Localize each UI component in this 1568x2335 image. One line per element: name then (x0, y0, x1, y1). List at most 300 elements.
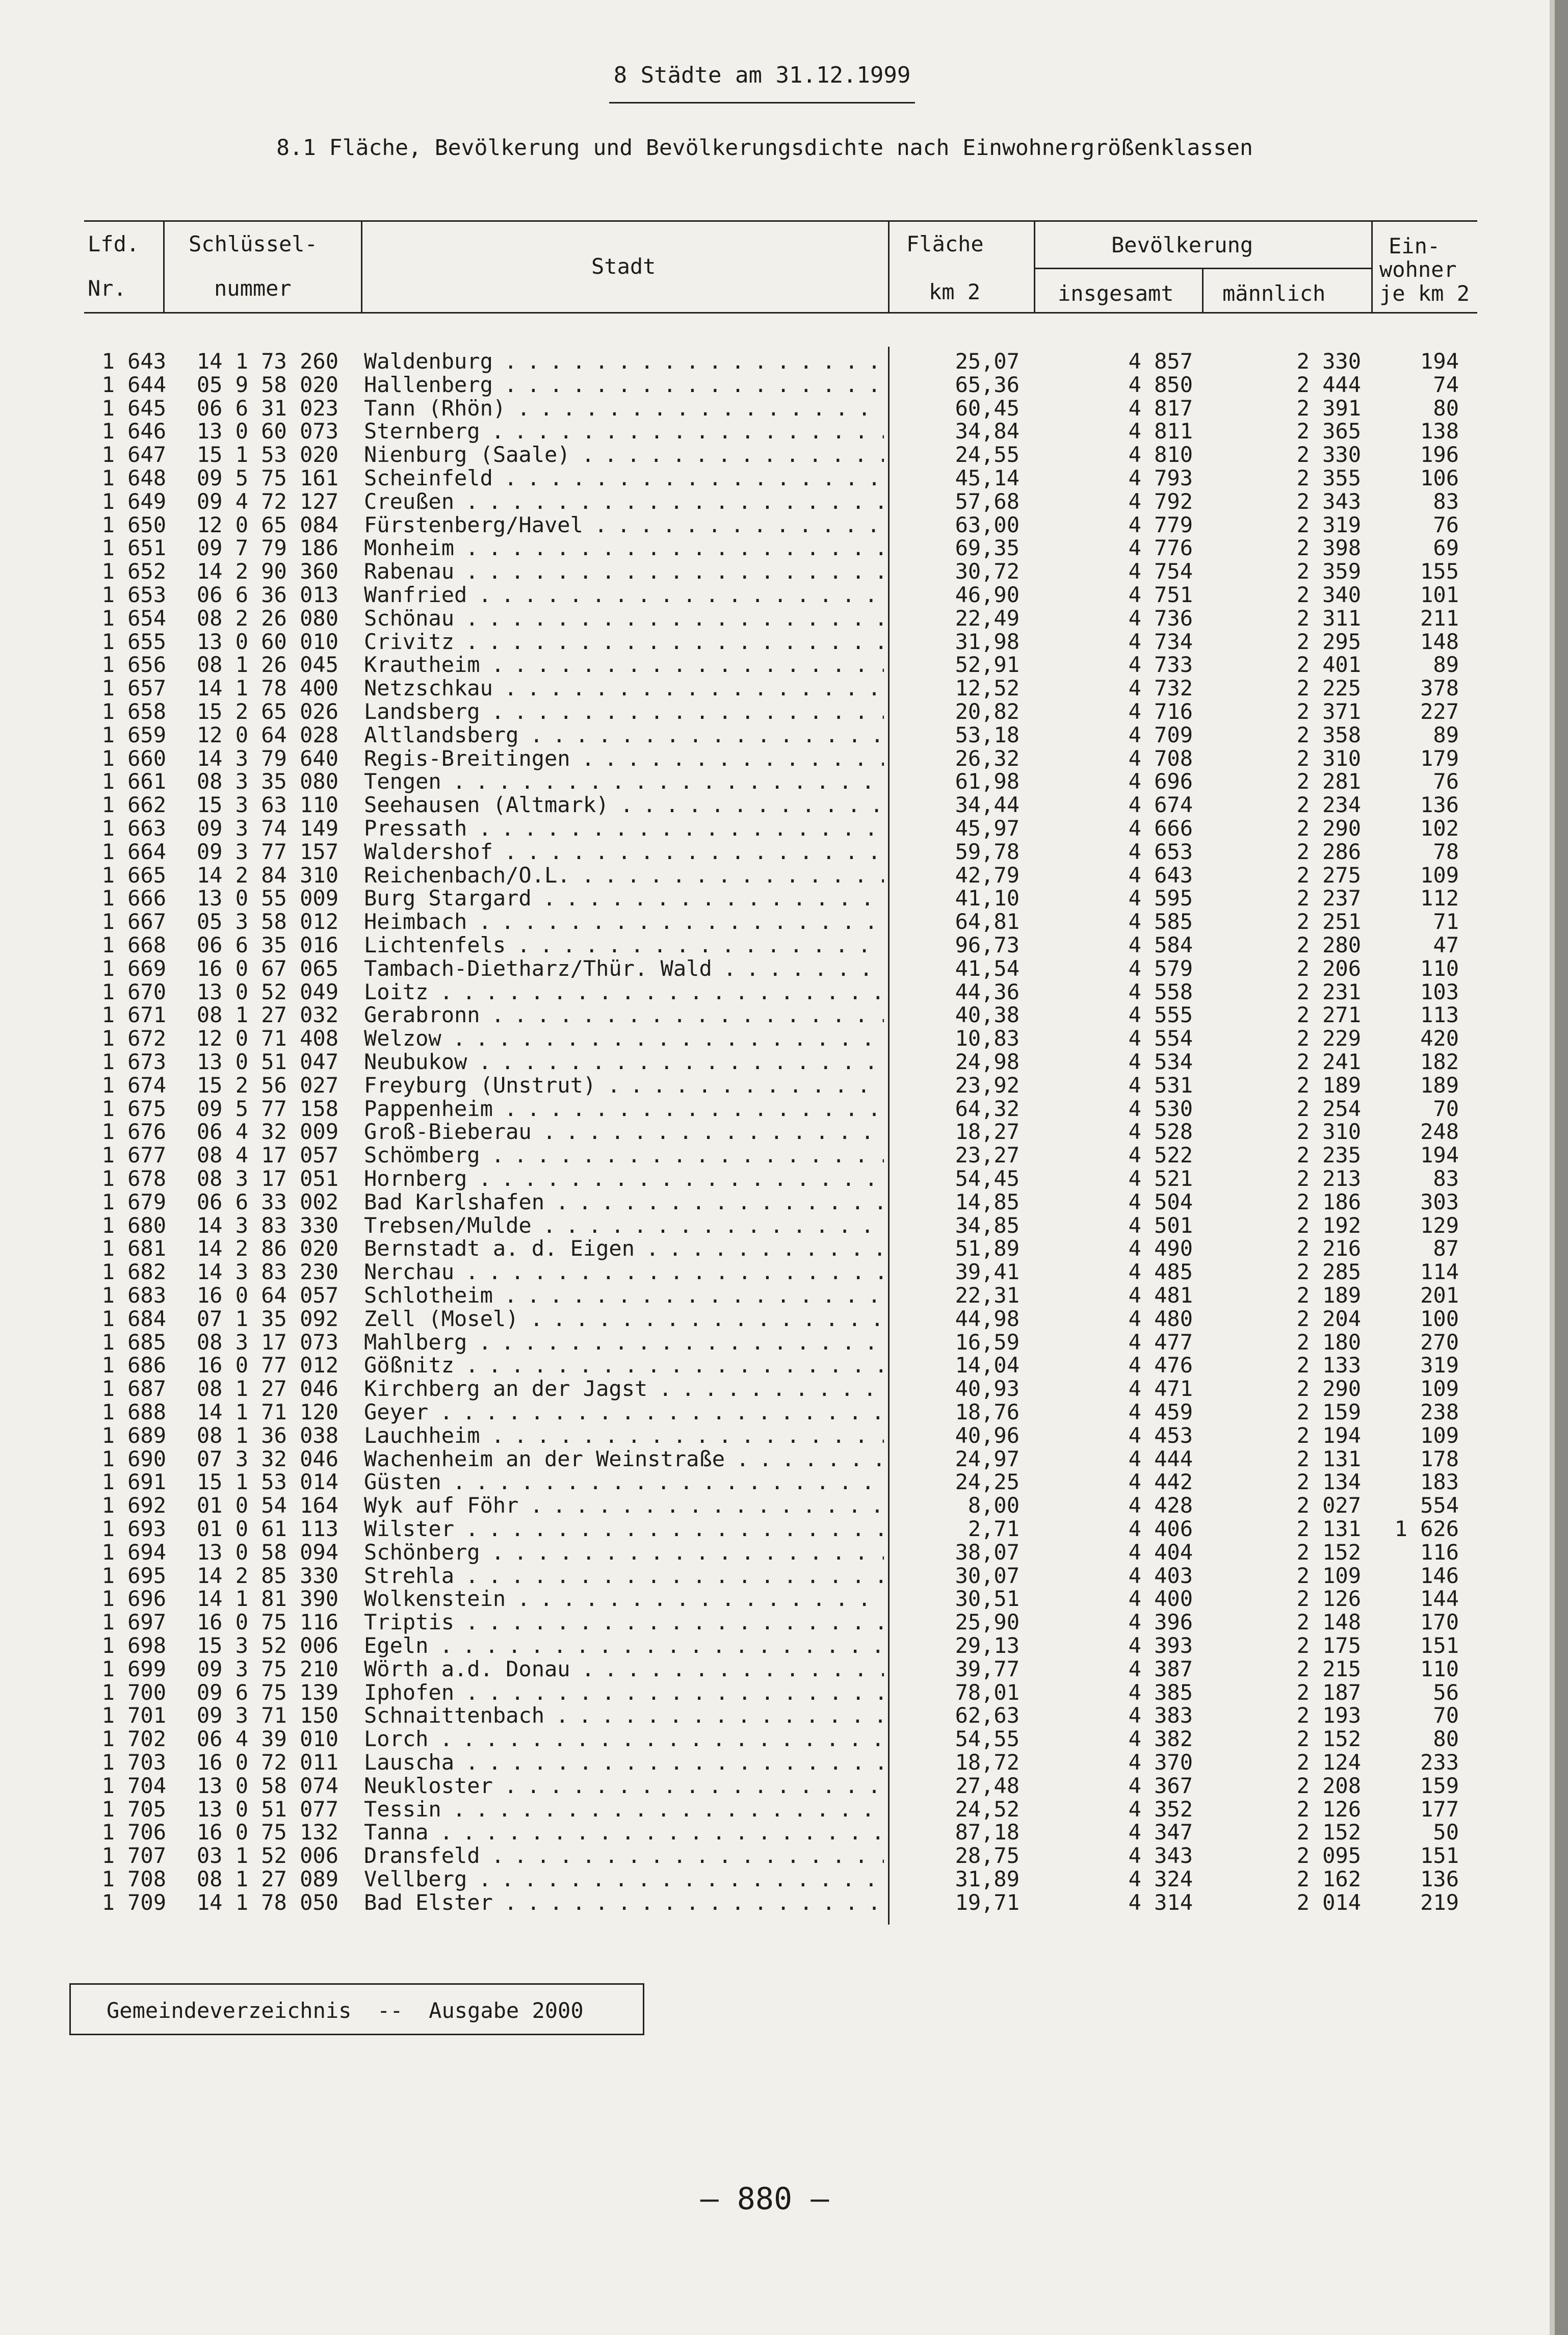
flaeche-cell: 19,71 (955, 1889, 1020, 1915)
population-cell: 4 383 (1128, 1703, 1193, 1728)
key-cell: 12 0 71 408 (196, 1026, 338, 1051)
stadt-cell: Wörth a.d. Donau . . . (364, 1657, 884, 1681)
male-population-cell: 2 280 (1296, 932, 1361, 957)
table-row (0, 840, 1529, 864)
stadt-cell: Wanfried . . . (364, 583, 884, 607)
density-cell: 116 (1420, 1539, 1459, 1565)
population-cell: 4 585 (1128, 909, 1193, 935)
lfd-cell: 1 680 (101, 1212, 166, 1238)
stadt-cell: Hornberg . . . (364, 1167, 884, 1190)
table-row (0, 1517, 1529, 1541)
population-cell: 4 558 (1128, 979, 1193, 1004)
population-cell: 4 530 (1128, 1096, 1193, 1121)
lfd-cell: 1 668 (101, 932, 166, 957)
page-shadow (1550, 0, 1555, 2335)
table-row (0, 1634, 1529, 1657)
lfd-cell: 1 666 (101, 886, 166, 911)
flaeche-cell: 14,04 (955, 1353, 1020, 1378)
flaeche-cell: 24,25 (955, 1469, 1020, 1495)
table-row (0, 583, 1529, 607)
density-cell: 319 (1420, 1353, 1459, 1378)
male-population-cell: 2 365 (1296, 419, 1361, 444)
population-cell: 4 850 (1128, 372, 1193, 397)
stadt-cell: Wyk auf Föhr . . . (364, 1494, 884, 1517)
flaeche-cell: 2,71 (968, 1516, 1020, 1541)
density-cell: 151 (1420, 1633, 1459, 1658)
population-cell: 4 534 (1128, 1049, 1193, 1074)
table-row (0, 1821, 1529, 1844)
stadt-cell: Nerchau . . . (364, 1260, 884, 1284)
lfd-cell: 1 663 (101, 816, 166, 841)
header-je-km2: je km 2 (1379, 281, 1470, 306)
density-cell: 70 (1433, 1096, 1459, 1121)
population-cell: 4 403 (1128, 1563, 1193, 1588)
male-population-cell: 2 131 (1296, 1516, 1361, 1541)
key-cell: 13 0 60 010 (196, 629, 338, 654)
table-row (0, 1727, 1529, 1751)
population-cell: 4 343 (1128, 1843, 1193, 1869)
population-cell: 4 716 (1128, 699, 1193, 724)
male-population-cell: 2 271 (1296, 1002, 1361, 1028)
header-divider (163, 220, 165, 314)
population-cell: 4 754 (1128, 559, 1193, 584)
flaeche-cell: 44,36 (955, 979, 1020, 1004)
key-cell: 14 3 79 640 (196, 745, 338, 771)
table-row (0, 887, 1529, 910)
flaeche-cell: 28,75 (955, 1843, 1020, 1869)
flaeche-cell: 42,79 (955, 862, 1020, 888)
male-population-cell: 2 285 (1296, 1259, 1361, 1285)
density-cell: 211 (1420, 605, 1459, 631)
table-row (0, 1587, 1529, 1611)
flaeche-cell: 45,97 (955, 816, 1020, 841)
stadt-cell: Strehla . . . (364, 1564, 884, 1588)
lfd-cell: 1 702 (101, 1726, 166, 1752)
population-cell: 4 501 (1128, 1212, 1193, 1238)
key-cell: 16 0 64 057 (196, 1283, 338, 1308)
key-cell: 13 0 55 009 (196, 886, 338, 911)
stadt-cell: Gerabronn . . . (364, 1003, 884, 1027)
male-population-cell: 2 180 (1296, 1329, 1361, 1355)
table-row (0, 1260, 1529, 1284)
table-row (0, 1424, 1529, 1447)
flaeche-cell: 69,35 (955, 535, 1020, 561)
male-population-cell: 2 189 (1296, 1283, 1361, 1308)
stadt-cell: Tessin . . . (364, 1798, 884, 1821)
flaeche-cell: 26,32 (955, 745, 1020, 771)
table-row (0, 1774, 1529, 1798)
male-population-cell: 2 014 (1296, 1889, 1361, 1915)
population-cell: 4 531 (1128, 1072, 1193, 1098)
header-bottom-rule (84, 312, 1477, 314)
flaeche-cell: 25,07 (955, 349, 1020, 374)
table-row (0, 1120, 1529, 1144)
population-cell: 4 736 (1128, 605, 1193, 631)
stadt-cell: Loitz . . . (364, 980, 884, 1004)
table-row (0, 1541, 1529, 1564)
flaeche-cell: 23,27 (955, 1143, 1020, 1168)
key-cell: 14 2 85 330 (196, 1563, 338, 1588)
table-row (0, 1611, 1529, 1634)
population-cell: 4 477 (1128, 1329, 1193, 1355)
lfd-cell: 1 649 (101, 488, 166, 514)
table-row (0, 513, 1529, 537)
density-cell: 146 (1420, 1563, 1459, 1588)
publication-edition: Ausgabe 2000 (429, 1998, 584, 2023)
key-cell: 06 4 39 010 (196, 1726, 338, 1752)
lfd-cell: 1 689 (101, 1422, 166, 1448)
key-cell: 16 0 77 012 (196, 1353, 338, 1378)
male-population-cell: 2 310 (1296, 745, 1361, 771)
population-cell: 4 471 (1128, 1376, 1193, 1402)
table-row (0, 747, 1529, 770)
lfd-cell: 1 691 (101, 1469, 166, 1495)
population-cell: 4 396 (1128, 1610, 1193, 1635)
density-cell: 103 (1420, 979, 1459, 1004)
key-cell: 06 4 32 009 (196, 1119, 338, 1145)
population-cell: 4 732 (1128, 676, 1193, 701)
stadt-cell: Monheim . . . (364, 536, 884, 560)
population-cell: 4 733 (1128, 652, 1193, 678)
flaeche-cell: 45,14 (955, 465, 1020, 490)
population-cell: 4 444 (1128, 1446, 1193, 1471)
population-cell: 4 584 (1128, 932, 1193, 957)
male-population-cell: 2 241 (1296, 1049, 1361, 1074)
density-cell: 151 (1420, 1843, 1459, 1869)
stadt-cell: Regis-Breitingen . . . (364, 747, 884, 770)
population-cell: 4 428 (1128, 1493, 1193, 1518)
male-population-cell: 2 359 (1296, 559, 1361, 584)
key-cell: 08 1 27 046 (196, 1376, 338, 1402)
publication-box (69, 1983, 644, 2035)
male-population-cell: 2 193 (1296, 1703, 1361, 1728)
density-cell: 83 (1433, 488, 1459, 514)
density-cell: 129 (1420, 1212, 1459, 1238)
table-row (0, 1704, 1529, 1727)
key-cell: 14 1 71 120 (196, 1399, 338, 1424)
flaeche-cell: 40,38 (955, 1002, 1020, 1028)
stadt-cell: Wolkenstein . . . (364, 1587, 884, 1611)
flaeche-cell: 41,54 (955, 955, 1020, 981)
lfd-cell: 1 646 (101, 419, 166, 444)
lfd-cell: 1 672 (101, 1026, 166, 1051)
key-cell: 09 5 75 161 (196, 465, 338, 490)
lfd-cell: 1 674 (101, 1072, 166, 1098)
key-cell: 01 0 54 164 (196, 1493, 338, 1518)
density-cell: 83 (1433, 1166, 1459, 1191)
table-row (0, 1470, 1529, 1494)
flaeche-cell: 27,48 (955, 1773, 1020, 1798)
density-cell: 112 (1420, 886, 1459, 911)
chapter-title-underline (609, 102, 915, 103)
header-maennlich: männlich (1222, 281, 1326, 306)
flaeche-cell: 18,27 (955, 1119, 1020, 1145)
flaeche-cell: 57,68 (955, 488, 1020, 514)
lfd-cell: 1 705 (101, 1796, 166, 1822)
male-population-cell: 2 251 (1296, 909, 1361, 935)
male-population-cell: 2 152 (1296, 1726, 1361, 1752)
density-cell: 80 (1433, 1726, 1459, 1752)
population-cell: 4 696 (1128, 769, 1193, 794)
table-row (0, 1214, 1529, 1237)
male-population-cell: 2 126 (1296, 1796, 1361, 1822)
key-cell: 13 0 51 047 (196, 1049, 338, 1074)
density-cell: 136 (1420, 792, 1459, 818)
table-row (0, 723, 1529, 747)
male-population-cell: 2 208 (1296, 1773, 1361, 1798)
lfd-cell: 1 696 (101, 1586, 166, 1612)
lfd-cell: 1 662 (101, 792, 166, 818)
key-cell: 06 6 31 023 (196, 395, 338, 421)
stadt-cell: Fürstenberg/Havel . . . (364, 513, 884, 537)
flaeche-cell: 29,13 (955, 1633, 1020, 1658)
male-population-cell: 2 398 (1296, 535, 1361, 561)
density-cell: 196 (1420, 442, 1459, 468)
density-cell: 159 (1420, 1773, 1459, 1798)
key-cell: 15 2 56 027 (196, 1072, 338, 1098)
population-cell: 4 817 (1128, 395, 1193, 421)
population-cell: 4 347 (1128, 1820, 1193, 1845)
table-row (0, 1050, 1529, 1074)
flaeche-cell: 22,31 (955, 1283, 1020, 1308)
lfd-cell: 1 692 (101, 1493, 166, 1518)
lfd-cell: 1 706 (101, 1820, 166, 1845)
key-cell: 12 0 65 084 (196, 512, 338, 537)
density-cell: 1 626 (1394, 1516, 1459, 1541)
stadt-cell: Rabenau . . . (364, 560, 884, 583)
table-row (0, 1074, 1529, 1097)
density-cell: 56 (1433, 1679, 1459, 1705)
male-population-cell: 2 254 (1296, 1096, 1361, 1121)
flaeche-cell: 31,98 (955, 629, 1020, 654)
key-cell: 14 1 78 050 (196, 1889, 338, 1915)
stadt-cell: Bad Karlshafen . . . (364, 1190, 884, 1214)
male-population-cell: 2 095 (1296, 1843, 1361, 1869)
lfd-cell: 1 694 (101, 1539, 166, 1565)
density-cell: 87 (1433, 1236, 1459, 1261)
lfd-cell: 1 704 (101, 1773, 166, 1798)
population-cell: 4 324 (1128, 1866, 1193, 1891)
density-cell: 89 (1433, 722, 1459, 747)
flaeche-cell: 96,73 (955, 932, 1020, 957)
table-row (0, 933, 1529, 957)
stadt-cell: Pappenheim . . . (364, 1097, 884, 1121)
table-row (0, 1237, 1529, 1260)
population-cell: 4 779 (1128, 512, 1193, 537)
table-subtitle: 8.1 Fläche, Bevölkerung und Bevölkerungsdichte nach Einwohnergrößenklassen (276, 135, 1253, 161)
table-row (0, 1447, 1529, 1471)
male-population-cell: 2 330 (1296, 442, 1361, 468)
flaeche-cell: 10,83 (955, 1026, 1020, 1051)
population-cell: 4 453 (1128, 1422, 1193, 1448)
flaeche-cell: 40,96 (955, 1422, 1020, 1448)
table-row (0, 1867, 1529, 1891)
header-top-rule (84, 220, 1477, 222)
stadt-cell: Creußen . . . (364, 490, 884, 513)
stadt-cell: Trebsen/Mulde . . . (364, 1214, 884, 1237)
key-cell: 12 0 64 028 (196, 722, 338, 747)
lfd-cell: 1 648 (101, 465, 166, 490)
key-cell: 16 0 75 116 (196, 1610, 338, 1635)
stadt-cell: Schönberg . . . (364, 1541, 884, 1564)
stadt-cell: Gößnitz . . . (364, 1354, 884, 1377)
stadt-cell: Zell (Mosel) . . . (364, 1307, 884, 1331)
flaeche-cell: 34,84 (955, 419, 1020, 444)
male-population-cell: 2 027 (1296, 1493, 1361, 1518)
key-cell: 09 3 77 157 (196, 839, 338, 864)
flaeche-cell: 34,85 (955, 1212, 1020, 1238)
male-population-cell: 2 159 (1296, 1399, 1361, 1424)
male-population-cell: 2 290 (1296, 816, 1361, 841)
lfd-cell: 1 677 (101, 1143, 166, 1168)
stadt-cell: Lauchheim . . . (364, 1424, 884, 1447)
stadt-cell: Lauscha . . . (364, 1751, 884, 1774)
density-cell: 182 (1420, 1049, 1459, 1074)
table-row (0, 1167, 1529, 1190)
header-key-nummer: nummer (214, 276, 292, 301)
header-key: Schlüssel- (189, 231, 318, 256)
lfd-cell: 1 643 (101, 349, 166, 374)
flaeche-cell: 24,52 (955, 1796, 1020, 1822)
stadt-cell: Tann (Rhön) . . . (364, 397, 884, 420)
lfd-cell: 1 650 (101, 512, 166, 537)
density-cell: 201 (1420, 1283, 1459, 1308)
lfd-cell: 1 654 (101, 605, 166, 631)
density-cell: 144 (1420, 1586, 1459, 1612)
density-cell: 109 (1420, 862, 1459, 888)
flaeche-cell: 30,51 (955, 1586, 1020, 1612)
male-population-cell: 2 162 (1296, 1866, 1361, 1891)
header-nr: Nr. (88, 276, 126, 301)
lfd-cell: 1 670 (101, 979, 166, 1004)
header-bevoelkerung: Bevölkerung (1111, 232, 1253, 257)
density-cell: 70 (1433, 1703, 1459, 1728)
stadt-cell: Heimbach . . . (364, 910, 884, 933)
male-population-cell: 2 343 (1296, 488, 1361, 514)
flaeche-cell: 64,32 (955, 1096, 1020, 1121)
table-row (0, 957, 1529, 980)
lfd-cell: 1 657 (101, 676, 166, 701)
male-population-cell: 2 310 (1296, 1119, 1361, 1145)
flaeche-cell: 52,91 (955, 652, 1020, 678)
stadt-cell: Landsberg . . . (364, 700, 884, 723)
flaeche-cell: 65,36 (955, 372, 1020, 397)
male-population-cell: 2 290 (1296, 1376, 1361, 1402)
density-cell: 270 (1420, 1329, 1459, 1355)
density-cell: 114 (1420, 1259, 1459, 1285)
male-population-cell: 2 204 (1296, 1306, 1361, 1331)
lfd-cell: 1 687 (101, 1376, 166, 1402)
male-population-cell: 2 152 (1296, 1539, 1361, 1565)
stadt-cell: Scheinfeld . . . (364, 466, 884, 490)
male-population-cell: 2 215 (1296, 1656, 1361, 1681)
lfd-cell: 1 700 (101, 1679, 166, 1705)
lfd-cell: 1 676 (101, 1119, 166, 1145)
table-row (0, 466, 1529, 490)
table-row (0, 1844, 1529, 1867)
header-divider (1034, 220, 1035, 314)
table-row (0, 1891, 1529, 1914)
flaeche-cell: 18,76 (955, 1399, 1020, 1424)
lfd-cell: 1 664 (101, 839, 166, 864)
male-population-cell: 2 206 (1296, 955, 1361, 981)
density-cell: 183 (1420, 1469, 1459, 1495)
lfd-cell: 1 652 (101, 559, 166, 584)
male-population-cell: 2 175 (1296, 1633, 1361, 1658)
stadt-cell: Nienburg (Saale) . . . (364, 443, 884, 466)
table-row (0, 1144, 1529, 1167)
lfd-cell: 1 669 (101, 955, 166, 981)
table-row (0, 560, 1529, 583)
stadt-cell: Bernstadt a. d. Eigen . . . (364, 1237, 884, 1260)
table-row (0, 1751, 1529, 1774)
header-flaeche: Fläche (906, 231, 984, 256)
male-population-cell: 2 330 (1296, 349, 1361, 374)
density-cell: 248 (1420, 1119, 1459, 1145)
table-row (0, 910, 1529, 933)
flaeche-cell: 40,93 (955, 1376, 1020, 1402)
density-cell: 102 (1420, 816, 1459, 841)
key-cell: 09 5 77 158 (196, 1096, 338, 1121)
publication-separator: -- (377, 1998, 403, 2023)
key-cell: 06 6 33 002 (196, 1189, 338, 1214)
population-cell: 4 793 (1128, 465, 1193, 490)
key-cell: 03 1 52 006 (196, 1843, 338, 1869)
density-cell: 227 (1420, 699, 1459, 724)
key-cell: 05 3 58 012 (196, 909, 338, 935)
density-cell: 47 (1433, 932, 1459, 957)
male-population-cell: 2 237 (1296, 886, 1361, 911)
key-cell: 09 3 71 150 (196, 1703, 338, 1728)
header-divider (888, 220, 890, 314)
key-cell: 14 2 86 020 (196, 1236, 338, 1261)
page-edge (1555, 0, 1568, 2335)
header-divider (1371, 220, 1373, 314)
density-cell: 80 (1433, 395, 1459, 421)
page-number: – 880 – (700, 2181, 829, 2217)
key-cell: 06 6 36 013 (196, 582, 338, 607)
lfd-cell: 1 658 (101, 699, 166, 724)
male-population-cell: 2 133 (1296, 1353, 1361, 1378)
stadt-cell: Freyburg (Unstrut) . . . (364, 1074, 884, 1097)
population-cell: 4 554 (1128, 1026, 1193, 1051)
male-population-cell: 2 358 (1296, 722, 1361, 747)
table-row (0, 677, 1529, 700)
table-row (0, 1354, 1529, 1377)
population-cell: 4 674 (1128, 792, 1193, 818)
population-cell: 4 521 (1128, 1166, 1193, 1191)
lfd-cell: 1 644 (101, 372, 166, 397)
table-row (0, 1097, 1529, 1121)
stadt-cell: Tanna . . . (364, 1821, 884, 1844)
table-row (0, 607, 1529, 630)
male-population-cell: 2 187 (1296, 1679, 1361, 1705)
stadt-cell: Dransfeld . . . (364, 1844, 884, 1867)
header-wohner: wohner (1379, 257, 1457, 282)
male-population-cell: 2 391 (1296, 395, 1361, 421)
lfd-cell: 1 655 (101, 629, 166, 654)
stadt-cell: Pressath . . . (364, 817, 884, 840)
density-cell: 178 (1420, 1446, 1459, 1471)
lfd-cell: 1 659 (101, 722, 166, 747)
flaeche-cell: 87,18 (955, 1820, 1020, 1845)
table-row (0, 1331, 1529, 1354)
stadt-cell: Tengen . . . (364, 770, 884, 793)
lfd-cell: 1 651 (101, 535, 166, 561)
chapter-title: 8 Städte am 31.12.1999 (613, 62, 911, 88)
table-row (0, 1003, 1529, 1027)
lfd-cell: 1 699 (101, 1656, 166, 1681)
